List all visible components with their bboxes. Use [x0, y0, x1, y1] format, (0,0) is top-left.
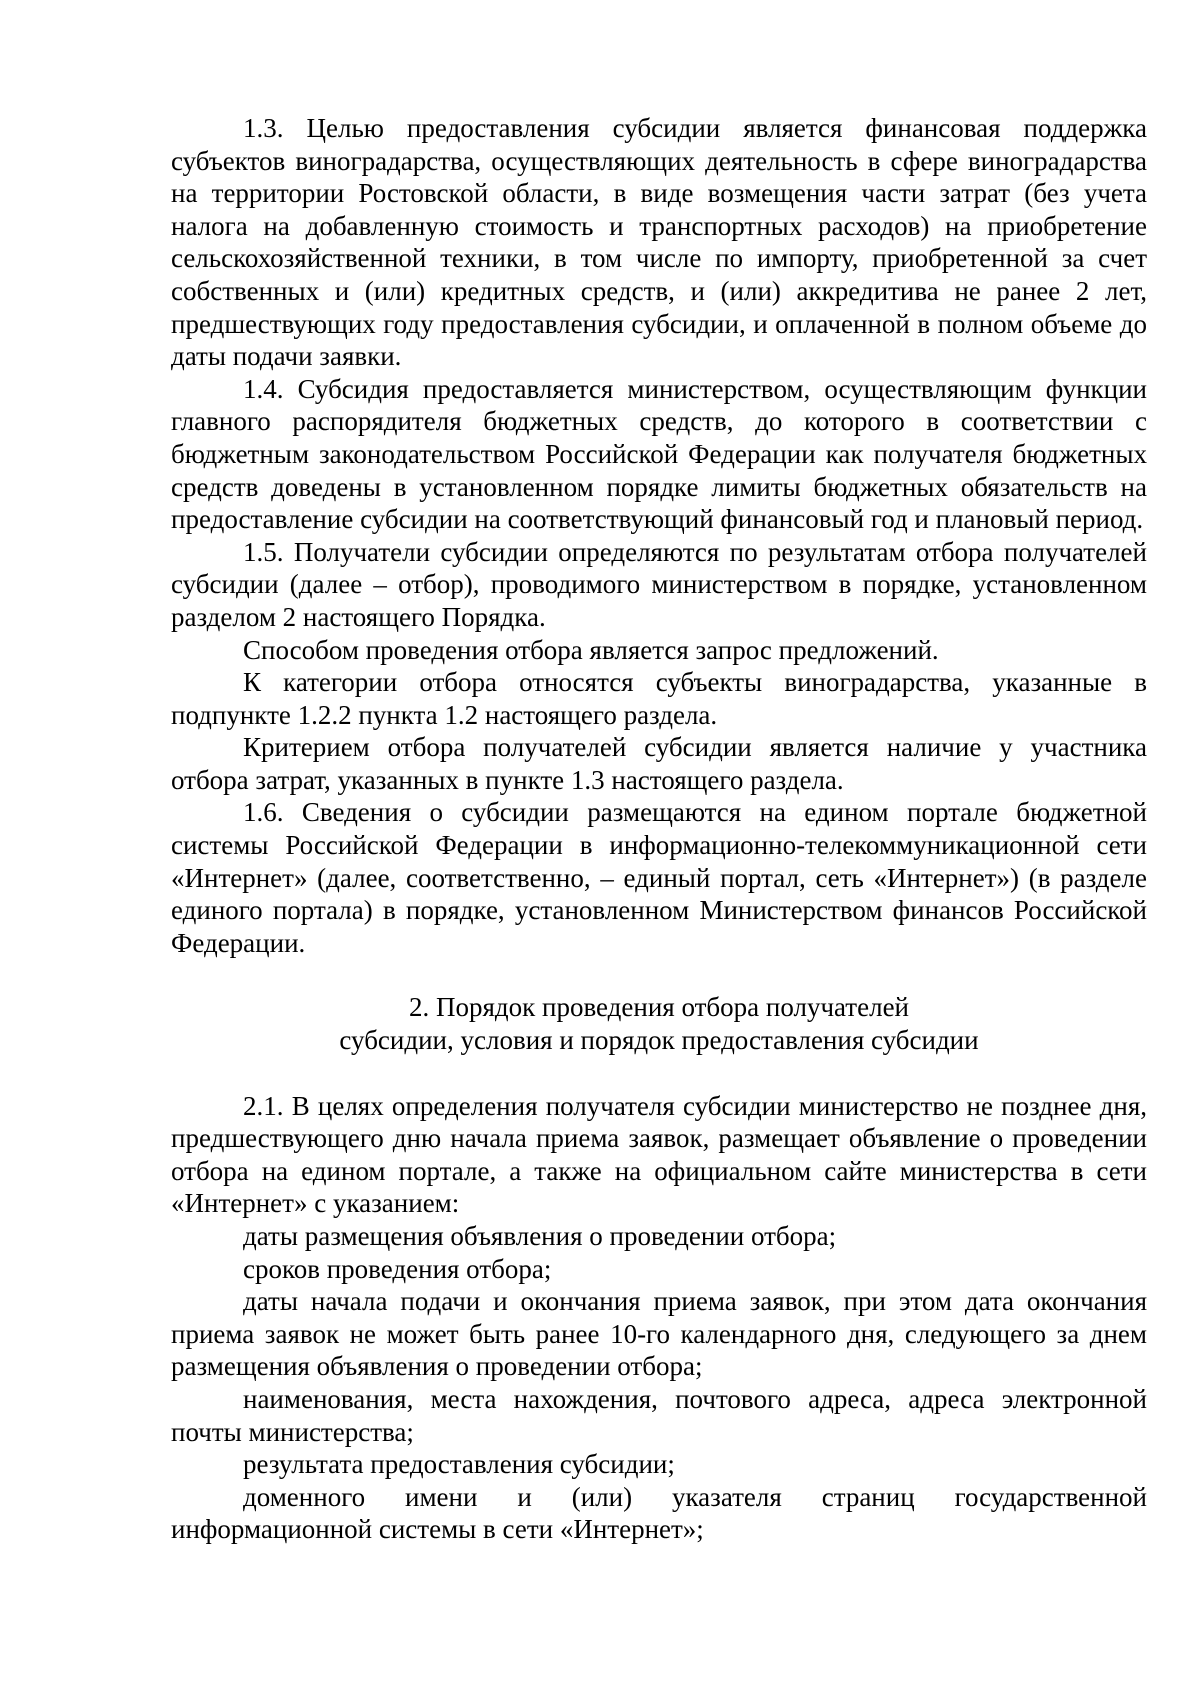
document-body — [171, 112, 1147, 1546]
paragraph-selection-category: К категории отбора относятся субъекты виноградарства, указанные в подпункте 1.2.2 пункта 1.2 настоящего раздела. — [171, 667, 1147, 730]
list-item-selection-terms: сроков проведения отбора; — [243, 1253, 552, 1284]
list-item-ministry-contacts: наименования, места нахождения, почтового адреса, адреса электронной почты министерства; — [171, 1383, 1147, 1447]
spacer — [171, 1057, 1147, 1090]
paragraph-1-5: 1.5. Получатели субсидии определяются по результатам отбора получателей субсидии (далее – отбор), проводимого министерством в порядке, установленном разделом 2 настоящего Порядка. — [171, 536, 1147, 632]
paragraph-1-3: 1.3. Целью предоставления субсидии является финансовая поддержка субъектов виноградарства, осуществляющих деятельность в сфере виноградарства на территории Ростовской области, в виде возмещения части затрат (без учета налога на добавленную стоимость и транспортных расходов) на приобретение сельскохозяйственной техники, в том числе по импорту, приобретенной за счет собственных и (или) кредитных средств, и (или) аккредитива не ранее 2 лет, предшествующих году предоставления субсидии, и оплаченной в полном объеме до даты подачи заявки. — [171, 113, 1147, 372]
list-item-subsidy-result: результата предоставления субсидии; — [243, 1449, 675, 1480]
paragraph-1-6: 1.6. Сведения о субсидии размещаются на едином портале бюджетной системы Российской Федерации в информационно-телекоммуникационной сети «Интернет» (далее, соответственно, – единый портал, сеть «Интернет») (в разделе единого портала) в порядке, установленном Министерством финансов Российской Федерации. — [171, 797, 1147, 958]
paragraph-selection-criterion: Критерием отбора получателей субсидии является наличие у участника отбора затрат, указанных в пункте 1.3 настоящего раздела. — [171, 732, 1147, 795]
section-2-heading-line-2: субсидии, условия и порядок предоставления субсидии — [339, 1025, 979, 1056]
list-item-announcement-date: даты размещения объявления о проведении отбора; — [243, 1221, 837, 1251]
list-item-domain-name: доменного имени и (или) указателя страниц государственной информационной системы в сети «Интернет»; — [171, 1481, 1147, 1545]
paragraph-1-4: 1.4. Субсидия предоставляется министерством, осуществляющим функции главного распорядителя бюджетных средств, до которого в соответствии с бюджетным законодательством Российской Федерации как получателя бюджетных средств доведены в установленном порядке лимиты бюджетных обязательств на предоставление субсидии на соответствующий финансовый год и плановый период. — [171, 373, 1147, 535]
spacer — [171, 959, 1147, 991]
paragraph-selection-method: Способом проведения отбора является запрос предложений. — [243, 634, 939, 665]
paragraph-2-1: 2.1. В целях определения получателя субсидии министерство не позднее дня, предшествующего дню начала приема заявок, размещает объявление о проведении отбора на едином портале, а также на официальном сайте министерства в сети «Интернет» с указанием: — [171, 1090, 1147, 1219]
list-item-application-dates: даты начала подачи и окончания приема заявок, при этом дата окончания приема заявок не может быть ранее 10-го календарного дня, следующего за днем размещения объявления о проведении отбора; — [171, 1286, 1147, 1382]
section-2-heading-line-1: 2. Порядок проведения отбора получателей — [408, 992, 909, 1023]
